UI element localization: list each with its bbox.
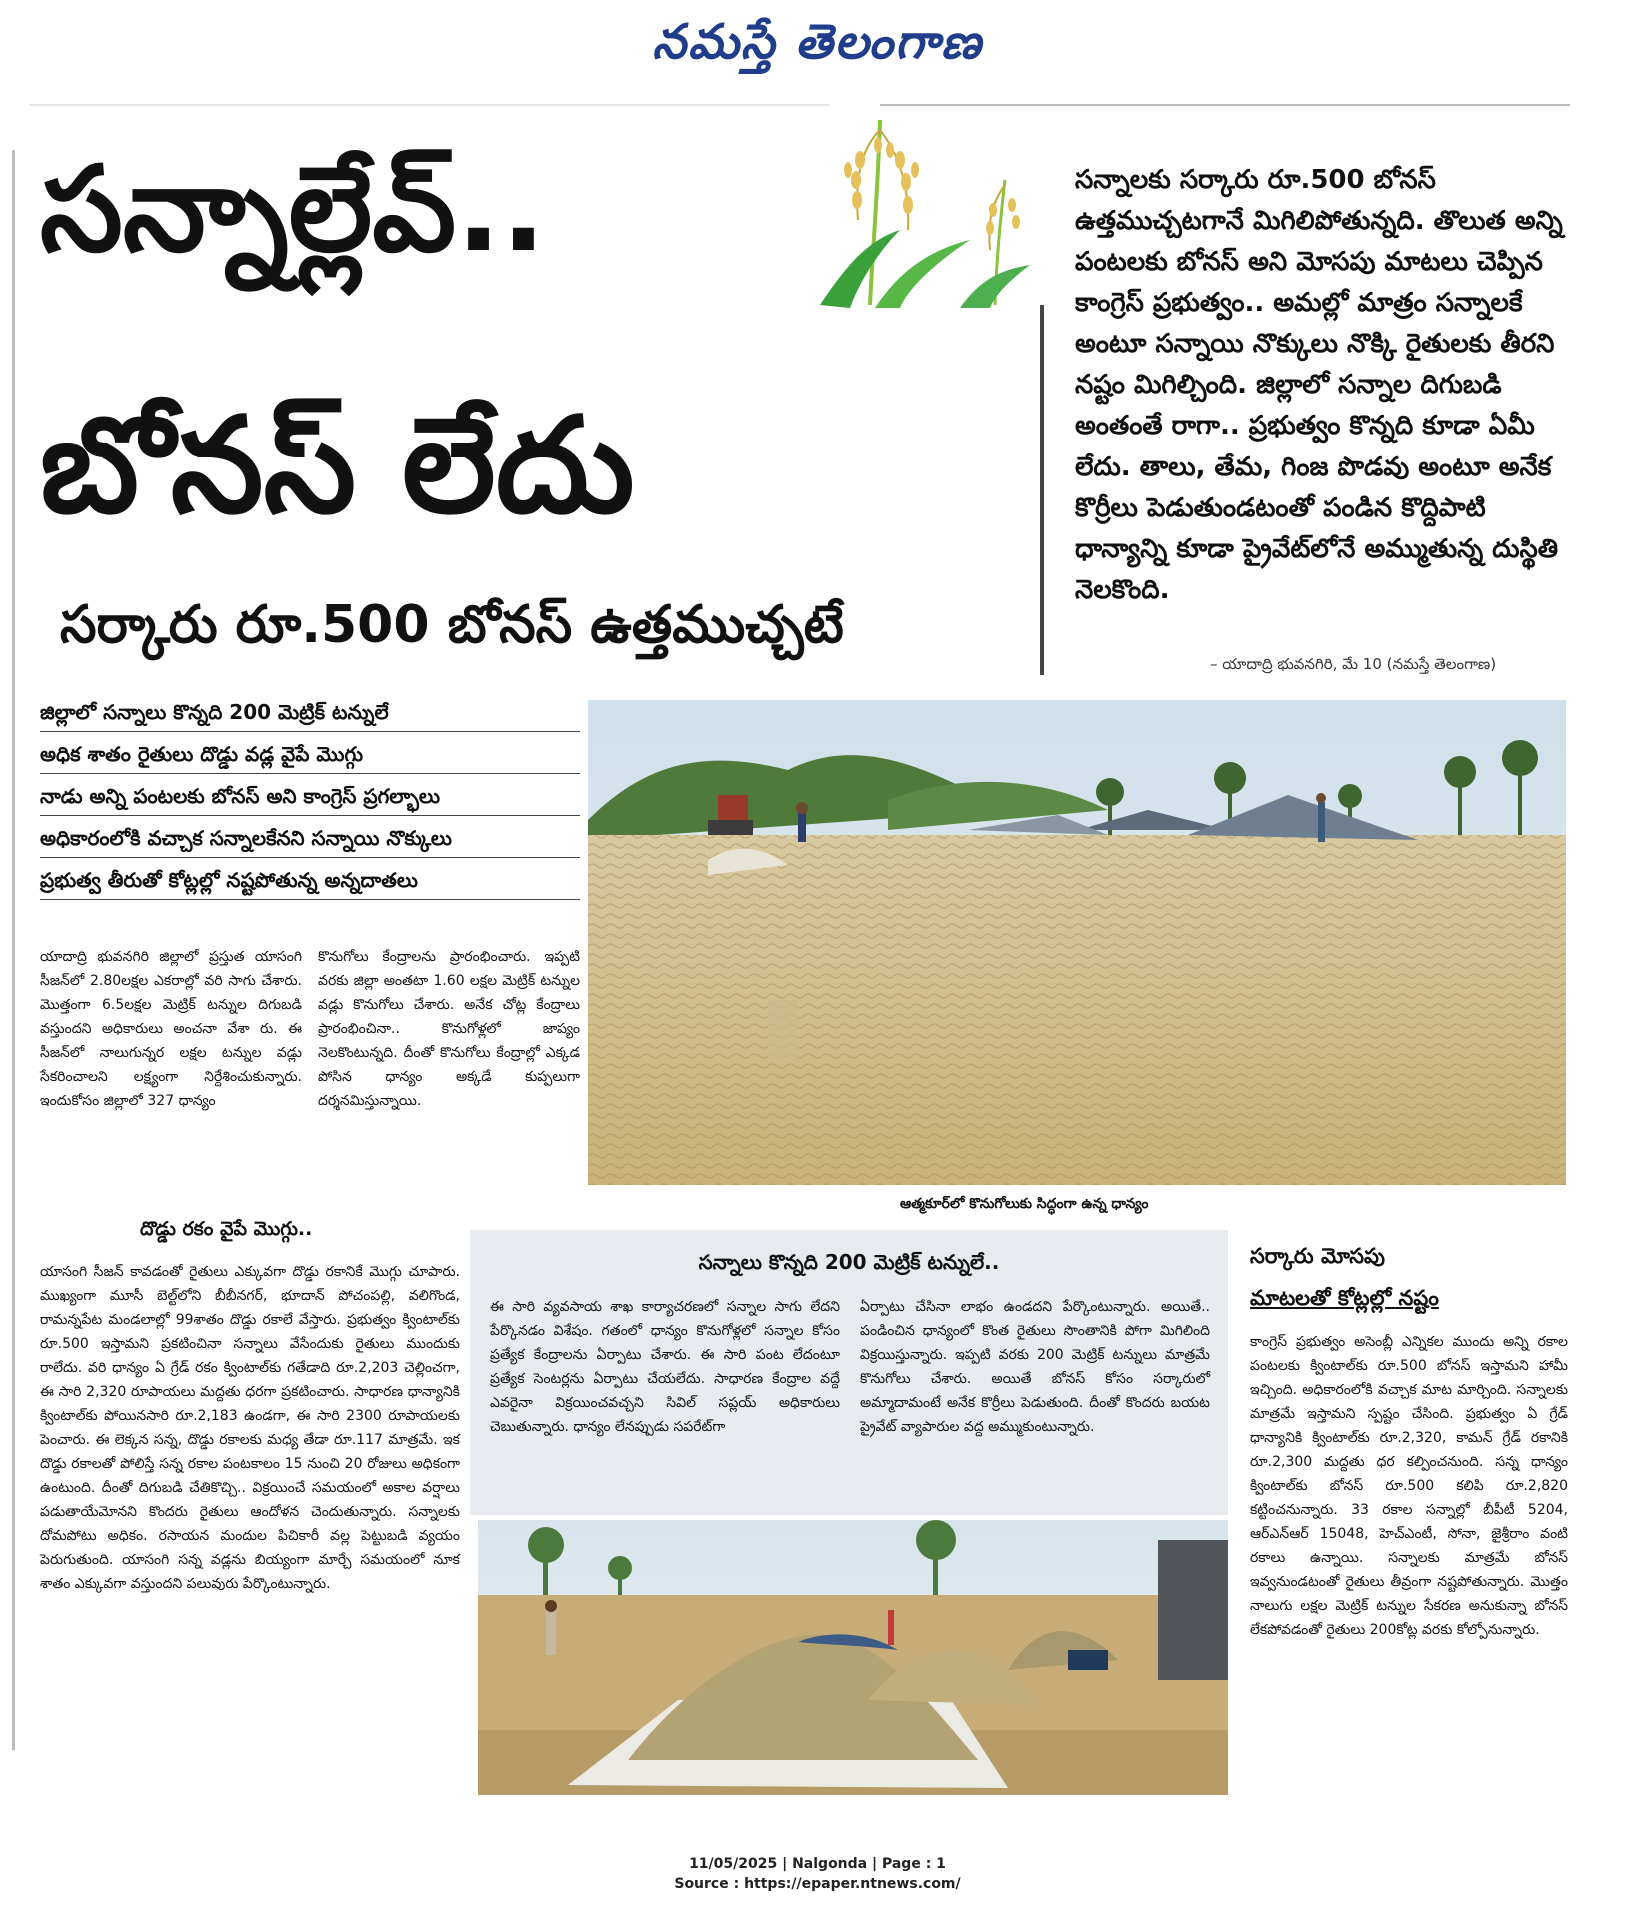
- intro-paragraph: సన్నాలకు సర్కారు రూ.500 బోనస్ ఉత్తముచ్చటగానే మిగిలిపోతున్నది. తొలుత అన్ని పంటలకు బోనస్ అని మోసపు మాటలు చెప్పిన కాంగ్రెస్ ప్రభుత్వం.. అమల్లో మాత్రం సన్నాలకే అంటూ సన్నాయి నొక్కులు నొక్కి రైతులకు తీరని నష్టం మిగిల్చింది. జిల్లాలో సన్నాల దిగుబడి అంతంతే రాగా.. ప్రభుత్వం కొన్నది కూడా ఏమీ లేదు. తాలు, తేమ, గింజ పొడవు అంటూ అనేక కొర్రీలు పెడుతుండటంతో పండిన కొద్దిపాటి ధాన్యాన్ని కూడా ప్రైవేట్‌లోనే అమ్ముతున్న దుస్థితి నెలకొంది.: [1075, 165, 1563, 605]
- body-column-1: యాదాద్రి భువనగిరి జిల్లాలో ప్రస్తుత యాసంగి సీజన్‌లో 2.80లక్షల ఎకరాల్లో వరి సాగు చేశారు. మొత్తంగా 6.5లక్షల మెట్రిక్ టన్నుల దిగుబడి వస్తుందని అధికారులు అంచనా వేశా రు. ఈ సీజన్‌లో నాలుగున్నర లక్షల టన్నుల వడ్లు సేకరించాలని లక్ష్యంగా నిర్దేశించుకున్నారు. ఇందుకోసం జిల్లాలో 327 ధాన్యం: [40, 949, 302, 1109]
- body-column-3: యాసంగి సీజన్ కావడంతో రైతులు ఎక్కువగా దొడ్డు రకానికే మొగ్గు చూపారు. ముఖ్యంగా మూసీ బెల్ట్‌లోని బీబీనగర్, భూదాన్ పోచంపల్లి, వలిగొండ, రామన్నపేట మండలాల్లో 99శాతం దొడ్డు రకాలే వేస్తారు. ప్రభుత్వం క్వింటాల్‌కు రూ.500 ఇస్తామని ప్రకటించినా సన్నాలు వేసేందుకు రైతులు ముందుకు రాలేదు. వరి ధాన్యం ఏ గ్రేడ్ రకం క్వింటాల్‌కు గతేడాది రూ.2,203 చెల్లించగా, ఈ సారి 2,320 రూపాయలు మద్దతు ధరగా ప్రకటించారు. సాధారణ ధాన్యానికి క్వింటాల్‌కు పోయినసారి రూ.2,183 ఉండగా, ఈ సారి 2300 రూపాయలకు పెంచారు. ఈ లెక్కన సన్న, దొడ్డు రకాలకు మధ్య తేడా రూ.117 మాత్రమే. ఇక దొడ్డు రకాలతో పోలిస్తే సన్న రకాల పంటకాలం 15 నుంచి 20 రోజులు అధికంగా ఉంటుంది. దీంతో దిగుబడి చేతికొచ్చి.. విక్రయించే సమయంలో అకాల వర్షాలు పడుతాయేమోనని కొందరు రైతులు ఆందోళన చెందుతున్నారు. సన్నాలకు దోమపోటు అధికం. రసాయన మందుల పిచికారీ వల్ల పెట్టుబడి వ్యయం పెరుగుతుంది. యాసంగి సన్న వడ్లను బియ్యంగా మార్చే సమయంలో నూక శాతం ఎక్కువగా వస్తుందని పలువురు పేర్కొంటున్నారు.: [40, 1264, 460, 1592]
- highlight-item: ప్రభుత్వ తీరుతో కోట్లల్లో నష్టపోతున్న అన్నదాతలు: [40, 863, 580, 900]
- highlight-item: అధిక శాతం రైతులు దొడ్డు వడ్ల వైపే మొగ్గు: [40, 737, 580, 774]
- highlight-item: అధికారంలోకి వచ్చాక సన్నాలకేనని సన్నాయి నొక్కులు: [40, 821, 580, 858]
- dateline: – యాదాద్రి భువనగిరి, మే 10 (నమస్తే తెలంగాణ): [1210, 655, 1497, 673]
- body-column-side: కాంగ్రెస్ ప్రభుత్వం అసెంబ్లీ ఎన్నికల ముందు అన్ని రకాల పంటలకు క్వింటాల్‌కు రూ.500 బోనస్ ఇస్తామని హామీ ఇచ్చింది. అధికారంలోకి వచ్చాక మాట మార్చింది. సన్నాలకు మాత్రమే ఇస్తామని స్పష్టం చేసింది. ప్రభుత్వం ఏ గ్రేడ్ ధాన్యానికి క్వింటాల్‌కు రూ.2,320, కామన్ గ్రేడ్ రకానికి రూ.2,300 మద్దతు ధర కల్పించనుంది. సన్న ధాన్యం క్వింటాల్‌కు బోనస్ రూ.500 కలిపి రూ.2,820 కట్టించనున్నారు. 33 రకాల సన్నాల్లో బీపీటీ 5204, ఆర్ఎన్ఆర్ 15048, హెచ్ఎంటీ, సోనా, జైశ్రీరాం వంటి రకాలు ఉన్నాయి. సన్నాలకు మాత్రమే బోనస్ ఇవ్వనుండటంతో రైతులు తీవ్రంగా నష్టపోతున్నారు. మొత్తం నాలుగు లక్షల మెట్రిక్ టన్నుల సేకరణ అనుకున్నా బోనస్ లేకపోవడంతో రైతులు 200కోట్ల వరకు కోల్పోనున్నారు.: [1250, 1334, 1568, 1638]
- footer-edition-info: 11/05/2025 | Nalgonda | Page : 1: [689, 1856, 946, 1872]
- side-title-line-2: మాటలతో కోట్లల్లో నష్టం: [1250, 1286, 1439, 1310]
- highlights-list: [40, 695, 580, 905]
- masthead-rule-right: [880, 104, 1570, 106]
- paddy-stalk-small: [960, 180, 1030, 308]
- masthead-rule-left: [30, 104, 830, 106]
- box-title: సన్నాలు కొన్నది 200 మెట్రిక్ టన్నులే..: [698, 1250, 1000, 1274]
- subheading-thick-variety: దొడ్డు రకం వైపే మొగ్గు..: [140, 1218, 313, 1240]
- photo-grain-heaps: [478, 1520, 1228, 1795]
- body-column-2: కొనుగోలు కేంద్రాలను ప్రారంభించారు. ఇప్పటి వరకు జిల్లా అంతటా 1.60 లక్షల మెట్రిక్ టన్నుల వడ్లు కొనుగోలు చేశారు. అనేక చోట్ల కేంద్రాలు ప్రారంభించినా.. కొనుగోళ్లలో జాప్యం నెలకొంటున్నది. దీంతో కొనుగోలు కేంద్రాల్లో ఎక్కడ పోసిన ధాన్యం అక్కడే కుప్పలుగా దర్శనమిస్తున్నాయి.: [318, 949, 580, 1109]
- side-section-title: [1250, 1235, 1570, 1319]
- photo1-caption: ఆత్మకూర్‌లో కొనుగోలుకు సిద్ధంగా ఉన్న ధాన్యం: [900, 1196, 1149, 1212]
- masthead-logo: నమస్తే తెలంగాణ: [652, 14, 983, 70]
- footer-source-link[interactable]: Source : https://epaper.ntnews.com/: [674, 1876, 961, 1892]
- highlight-item: నాడు అన్ని పంటలకు బోనస్ అని కాంగ్రెస్ ప్రగల్భాలు: [40, 779, 580, 816]
- paddy-stalk-large: [820, 120, 970, 308]
- photo-grain-drying-yard: [588, 700, 1566, 1185]
- headline-line-2: బోనస్ లేదు: [40, 389, 635, 543]
- sub-headline: సర్కారు రూ.500 బోనస్ ఉత్తముచ్చటే: [60, 595, 844, 655]
- box-column-1: ఈ సారి వ్యవసాయ శాఖ కార్యాచరణలో సన్నాల సాగు లేదని పేర్కొనడం విశేషం. గతంలో ధాన్యం కొనుగోళ్లలో సన్నాల కోసం ప్రత్యేక కేంద్రాలను ఏర్పాటు చేశారు. ఈ సారి పంట లేదంటూ ప్రత్యేక సెంటర్లను ఏర్పాటు చేయలేదు. సాధారణ కేంద్రాల వద్దే ఎవరైనా విక్రయించవచ్చని సివిల్ సప్లయ్ అధికారులు చెబుతున్నారు. ధాన్యం లేనప్పుడు సపరేట్‌గా: [490, 1299, 840, 1435]
- column-divider: [1040, 305, 1044, 675]
- box-column-2: ఏర్పాటు చేసినా లాభం ఉండదని పేర్కొంటున్నారు. అయితే.. పండించిన ధాన్యంలో కొంత రైతులు సొంతానికి పోగా మిగిలింది విక్రయిస్తున్నారు. ఇప్పటి వరకు 200 మెట్రిక్ టన్నులు మాత్రమే కొనుగోలు చేశారు. అయితే బోనస్ కోసం సర్కారులో అమ్మాదామంటే అనేక కొర్రీలు పెడుతుంది. దీంతో కొందరు బయట ప్రైవేట్ వ్యాపారుల వద్ద అమ్ముకుంటున్నారు.: [860, 1299, 1210, 1435]
- side-title-line-1: సర్కారు మోసపు: [1250, 1244, 1385, 1268]
- highlight-item: జిల్లాలో సన్నాలు కొన్నది 200 మెట్రిక్ టన్నులే: [40, 695, 580, 732]
- page-left-rule: [12, 150, 15, 1750]
- paddy-stalk-illustration: [760, 110, 1050, 310]
- headline-line-1: సన్నాల్లేవ్..: [40, 140, 546, 278]
